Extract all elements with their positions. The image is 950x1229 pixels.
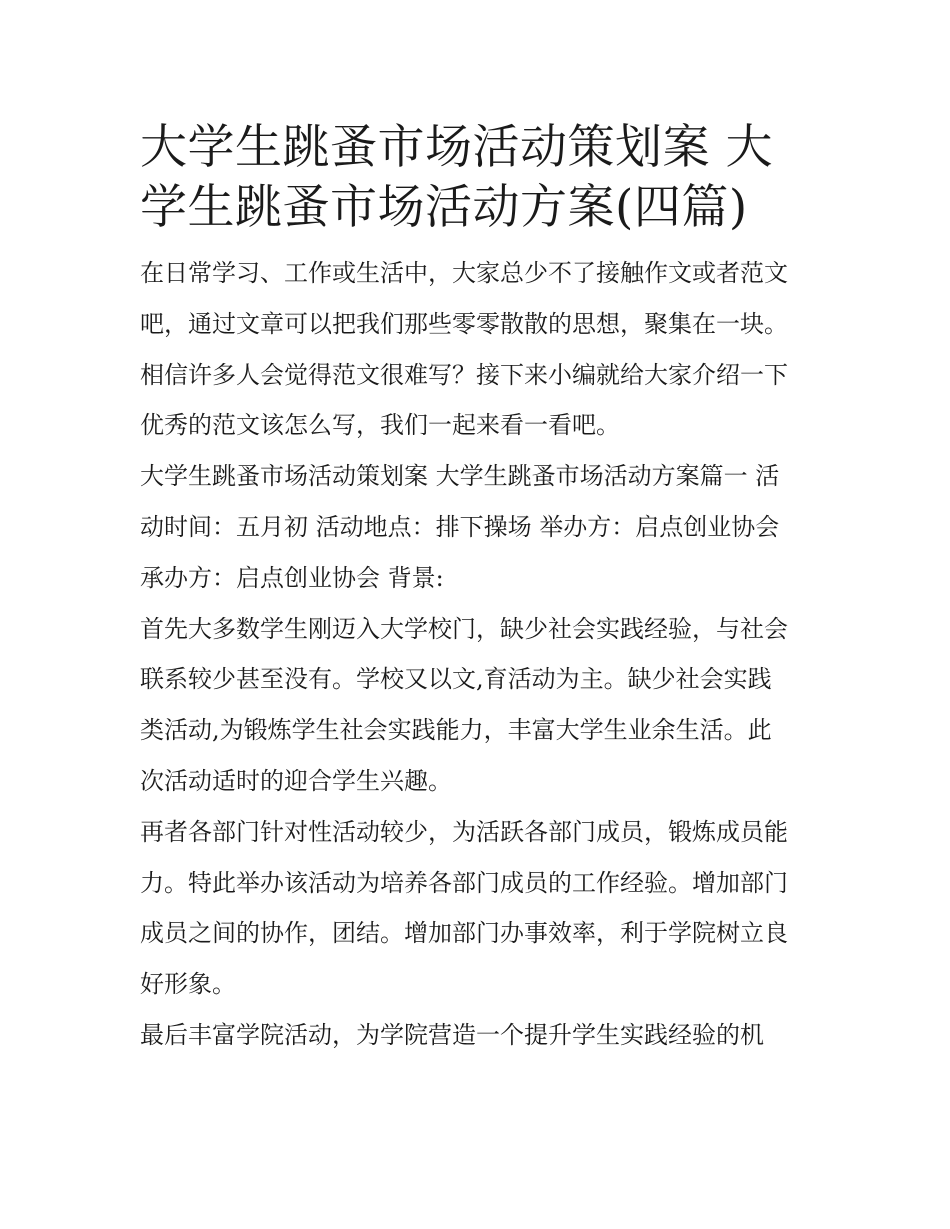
text-line: 动时间：五月初 活动地点：排下操场 举办方：启点创业协会 xyxy=(140,512,780,541)
background-paragraph-3 xyxy=(140,1010,820,1061)
text-line: 好形象。 xyxy=(140,970,236,999)
intro-paragraph xyxy=(140,248,820,451)
text-line: 优秀的范文该怎么写，我们一起来看一看吧。 xyxy=(140,411,620,440)
background-paragraph-1 xyxy=(140,604,820,807)
text-line: 相信许多人会觉得范文很难写？接下来小编就给大家介绍一下 xyxy=(140,360,788,389)
title-line: 学生跳蚤市场活动方案(四篇) xyxy=(140,180,748,235)
activity-info-paragraph xyxy=(140,451,820,603)
text-line: 大学生跳蚤市场活动策划案 大学生跳蚤市场活动方案篇一 活 xyxy=(140,462,780,491)
text-line: 在日常学习、工作或生活中，大家总少不了接触作文或者范文 xyxy=(140,259,788,287)
document-page xyxy=(140,118,820,1061)
text-line: 力。特此举办该活动为培养各部门成员的工作经验。增加部门 xyxy=(140,868,788,897)
text-line: 首先大多数学生刚迈入大学校门，缺少社会实践经验，与社会 xyxy=(140,614,788,643)
text-line: 承办方：启点创业协会 背景: xyxy=(140,563,444,592)
text-line: 吧，通过文章可以把我们那些零零散散的思想，聚集在一块。 xyxy=(140,309,788,338)
text-line: 再者各部门针对性活动较少，为活跃各部门成员，锻炼成员能 xyxy=(140,817,788,846)
text-line: 类活动,为锻炼学生社会实践能力，丰富大学生业余生活。此 xyxy=(140,716,772,745)
text-line: 最后丰富学院活动，为学院营造一个提升学生实践经验的机 xyxy=(140,1020,764,1049)
text-line: 次活动适时的迎合学生兴趣。 xyxy=(140,766,452,795)
text-line: 成员之间的协作，团结。增加部门办事效率，利于学院树立良 xyxy=(140,919,788,948)
document-title xyxy=(140,118,820,238)
title-line: 大学生跳蚤市场活动策划案 大 xyxy=(140,120,773,175)
background-paragraph-2 xyxy=(140,807,820,1010)
text-line: 联系较少甚至没有。学校又以文,育活动为主。缺少社会实践 xyxy=(140,665,772,694)
